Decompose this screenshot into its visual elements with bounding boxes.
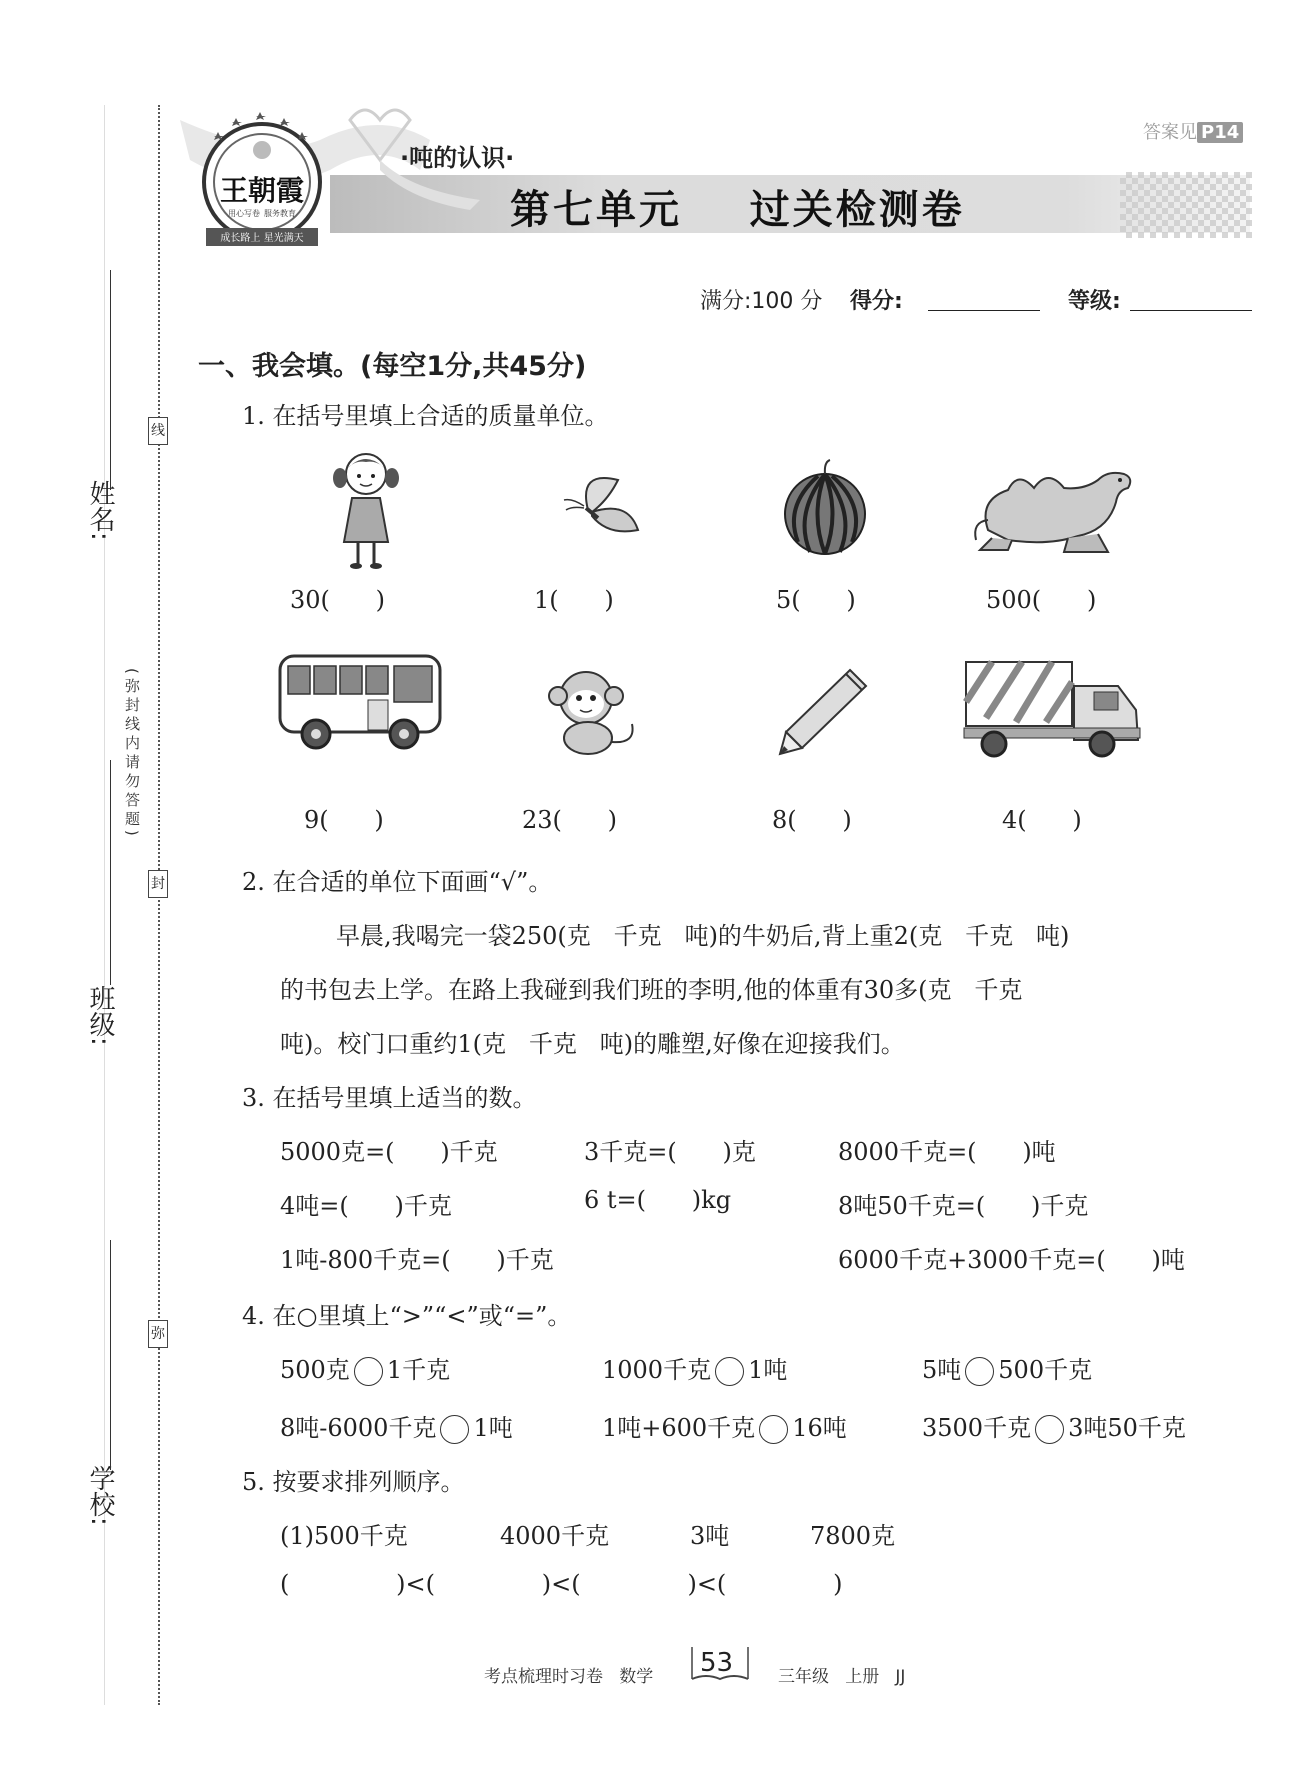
footer-right: 三年级 上册 JJ [778,1667,906,1687]
q5-prompt: 5. 按要求排列顺序。 [242,1468,465,1496]
line-mark: 线 [148,417,168,445]
q1-prompt: 1. 在括号里填上合适的质量单位。 [242,402,609,430]
compare-circle-4[interactable] [440,1415,469,1444]
q3-r1a[interactable]: 5000克=( )千克 [280,1138,498,1166]
answer-reference [1143,118,1243,144]
checker-decoration [1120,172,1252,238]
seal-warning: (弥封线内请勿答题) [123,668,141,840]
q4-item-3 [922,1350,1092,1386]
q3-prompt: 3. 在括号里填上适当的数。 [242,1084,537,1112]
q5-order-line[interactable]: ( )<( )<( )<( ) [280,1570,843,1598]
q4-item-6-right: 3吨50千克 [1068,1414,1186,1442]
section-heading: 一、我会填。(每空1分,共45分) [198,351,587,382]
footer-left: 考点梳理时习卷 数学 [484,1667,654,1687]
logo-banner: 成长路上 星光满天 [220,233,304,244]
score-label: 得分: [850,289,903,314]
grade-field[interactable] [1130,284,1252,311]
answer-page-badge: P14 [1197,122,1243,143]
q5-item-d: 7800克 [810,1522,896,1550]
q3-r3b[interactable]: 6000千克+3000千克=( )吨 [838,1246,1185,1274]
pencil-icon [776,666,870,756]
name-field[interactable] [110,270,111,490]
logo-slogan-2: 服务教育 [264,209,296,218]
q3-r3a[interactable]: 1吨-800千克=( )千克 [280,1246,554,1274]
q4-item-6 [922,1408,1186,1444]
compare-circle-5[interactable] [759,1415,788,1444]
score-field[interactable] [928,284,1040,311]
answer-ref-text: 答案见 [1143,122,1197,143]
truck-icon [962,656,1146,762]
q4-item-3-right: 500千克 [998,1356,1093,1384]
mi-mark: 弥 [148,1320,168,1348]
q4-item-2-left: 1000千克 [602,1356,712,1384]
page-number: 53 [700,1648,734,1678]
q4-item-2-right: 1吨 [748,1356,788,1384]
q1-label-3[interactable]: 5( ) [776,586,856,614]
q4-item-4-left: 8吨-6000千克 [280,1414,437,1442]
seal-dotted-line [158,105,160,1705]
class-field[interactable] [110,760,111,985]
school-label: 学校: [85,1465,115,1526]
q4-item-5 [602,1408,847,1444]
q3-r1b[interactable]: 3千克=( )克 [584,1138,756,1166]
q3-r2a[interactable]: 4吨=( )千克 [280,1192,452,1220]
q4-item-6-left: 3500千克 [922,1414,1032,1442]
seal-mark: 封 [148,870,168,898]
q1-label-5[interactable]: 9( ) [304,806,384,834]
girl-icon [328,448,404,574]
q4-item-2 [602,1350,787,1386]
q5-item-a: (1)500千克 [280,1522,408,1550]
q1-label-7[interactable]: 8( ) [772,806,852,834]
q1-label-6[interactable]: 23( ) [522,806,618,834]
q5-item-b: 4000千克 [500,1522,610,1550]
q1-label-8[interactable]: 4( ) [1002,806,1082,834]
q4-item-1-left: 500克 [280,1356,350,1384]
grade-label: 等级: [1068,289,1121,314]
q1-label-1[interactable]: 30( ) [290,586,386,614]
q4-item-4 [280,1408,513,1444]
bus-icon [276,650,446,752]
camel-icon [968,460,1138,558]
monkey-icon [536,664,642,756]
logo-slogan-1: 用心写卷 [228,209,260,218]
q2-prompt: 2. 在合适的单位下面画“√”。 [242,868,553,896]
q4-item-1-right: 1千克 [386,1356,451,1384]
name-label: 姓名: [85,480,115,541]
logo-name: 王朝霞 [219,174,305,207]
logo [200,112,330,257]
q4-item-4-right: 1吨 [473,1414,513,1442]
q3-r1c[interactable]: 8000千克=( )吨 [838,1138,1056,1166]
compare-circle-3[interactable] [965,1357,994,1386]
compare-circle-1[interactable] [354,1357,383,1386]
q4-item-1 [280,1350,450,1386]
q1-label-4[interactable]: 500( ) [986,586,1097,614]
q1-label-2[interactable]: 1( ) [534,586,614,614]
q3-r2b[interactable]: 6 t=( )kg [584,1186,732,1214]
q2-line-3[interactable]: 吨)。校门口重约1(克 千克 吨)的雕塑,好像在迎接我们。 [280,1030,905,1058]
compare-circle-6[interactable] [1035,1415,1064,1444]
page-title: 第七单元 过关检测卷 [510,187,965,233]
q3-r2c[interactable]: 8吨50千克=( )千克 [838,1192,1089,1220]
q2-line-1[interactable]: 早晨,我喝完一袋250(克 千克 吨)的牛奶后,背上重2(克 千克 吨) [336,922,1070,950]
q4-item-5-right: 16吨 [792,1414,847,1442]
compare-circle-2[interactable] [715,1357,744,1386]
full-score: 满分:100 分 [700,289,823,314]
class-label: 班级: [85,985,115,1046]
q4-item-5-left: 1吨+600千克 [602,1414,756,1442]
q4-prompt: 4. 在○里填上“>”“<”或“=”。 [242,1302,572,1330]
butterfly-icon [548,470,640,542]
watermelon-icon [780,456,870,558]
q5-item-c: 3吨 [690,1522,730,1550]
school-field[interactable] [110,1240,111,1470]
q4-item-3-left: 5吨 [922,1356,962,1384]
unit-subtitle: ·吨的认识· [400,144,515,172]
q2-line-2[interactable]: 的书包去上学。在路上我碰到我们班的李明,他的体重有30多(克 千克 [280,976,1023,1004]
